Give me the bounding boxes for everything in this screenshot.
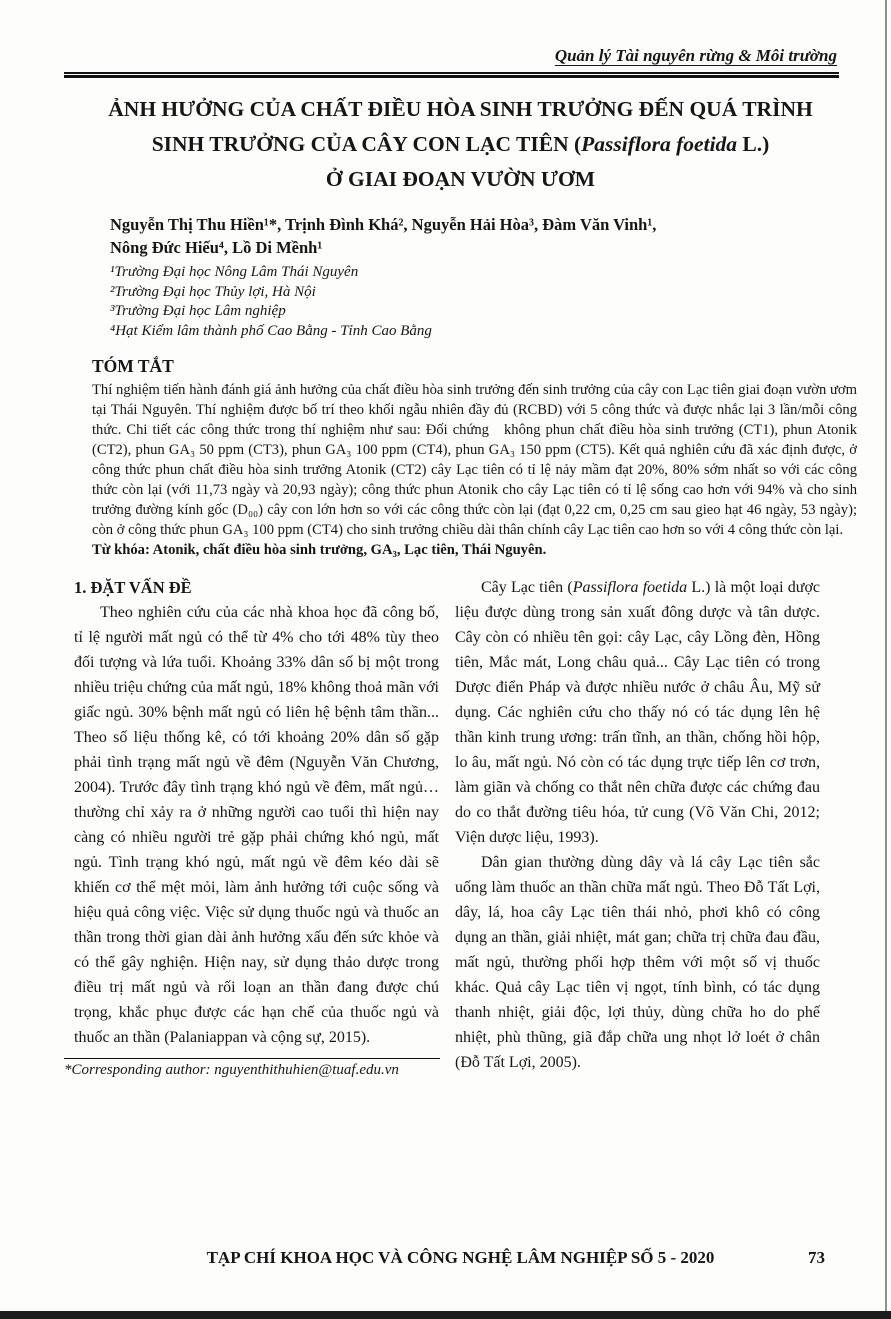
- abstract-heading: TÓM TẮT: [92, 356, 174, 376]
- abstract-section: [92, 356, 857, 560]
- authors: [110, 213, 857, 259]
- title-line-2-pre: SINH TRƯỞNG CỦA CÂY CON LẠC TIÊN (: [151, 132, 582, 156]
- affiliation-1: ¹Trường Đại học Nông Lâm Thái Nguyên: [110, 264, 359, 280]
- paragraph-1-pre: Cây Lạc tiên (: [481, 579, 573, 596]
- page-number: 73: [808, 1248, 825, 1267]
- affiliation-4: ⁴Hạt Kiểm lâm thành phố Cao Bằng - Tỉnh Cao Bằng: [110, 322, 432, 339]
- right-column: [455, 575, 820, 1079]
- footnote-rule: [64, 1058, 440, 1059]
- keywords-label: Từ khóa:: [92, 542, 150, 558]
- scan-bottom-bar: [0, 1311, 891, 1319]
- lac-tien-paragraph-1: [455, 575, 820, 850]
- left-column: [64, 575, 439, 1079]
- title-line-1: ẢNH HƯỞNG CỦA CHẤT ĐIỀU HÒA SINH TRƯỞNG ĐẾN QUÁ TRÌNH: [108, 97, 813, 121]
- keywords-line: [92, 540, 857, 560]
- section-heading-introduction: 1. ĐẶT VẤN ĐỀ: [74, 578, 192, 597]
- abstract-body: Thí nghiệm tiến hành đánh giá ảnh hưởng của chất điều hòa sinh trưởng đến sinh trưởng của cây con Lạc tiên giai đoạn vườn ươm tại Thái Nguyên. Thí nghiệm được bố trí theo khối ngẫu nhiên đầy đủ (RCBD) với 5 công thức và được nhắc lại 3 lần/mỗi công thức. Chi tiết các công thức trong thí nghiệm như sau: Đối chứng không phun chất điều hòa sinh trưởng (CT1), phun Atonik (CT2), phun GA₃ 50 ppm (CT3), phun GA₃ 100 ppm (CT4), phun GA₃ 150 ppm (CT5). Kết quả nghiên cứu đã xác định được, ở công thức phun chất điều hòa sinh trưởng Atonik (CT2) cây Lạc tiên có tỉ lệ nảy mầm đạt 20%, 80% sớm nhất so với các công thức còn lại (với 11,73 ngày và 20,93 ngày); công thức phun Atonik cho cây Lạc tiên có tỉ lệ sống cao hơn với 94% và cho sinh trưởng đường kính gốc (D₀₀) cây con lớn hơn so với các công thức còn lại (đạt 0,22 cm, 0,25 cm sau gieo hạt 46 ngày, 53 ngày); còn ở công thức phun GA₃ 100 ppm (CT4) cho sinh trưởng chiều dài thân chính cây Lạc tiên cao hơn so với 4 công thức còn lại.: [92, 382, 857, 538]
- affiliation-3: ³Trường Đại học Lâm nghiệp: [110, 303, 286, 319]
- affiliations: [110, 263, 857, 341]
- title-line-3: Ở GIAI ĐOẠN VƯỜN ƯƠM: [325, 167, 596, 191]
- paper-title: [64, 92, 857, 197]
- scan-edge-line: [885, 0, 887, 1319]
- title-line-2-post: L.): [737, 132, 770, 156]
- affiliation-2: ²Trường Đại học Thủy lợi, Hà Nội: [110, 283, 316, 300]
- authors-line-1: Nguyễn Thị Thu Hiền¹*, Trịnh Đình Khá², Nguyễn Hải Hòa³, Đàm Văn Vinh¹,: [110, 215, 657, 234]
- page-footer: [64, 1248, 857, 1268]
- title-species-name: Passiflora foetida: [581, 132, 738, 156]
- two-column-body: [64, 575, 821, 1079]
- paragraph-1-post: L.) là một loại dược liệu được dùng trong sản xuất đông dược và tân dược. Cây còn có nhiều tên gọi: cây Lạc, cây Lồng đèn, Hồng tiên, Mắc mát, Long châu quả... Cây Lạc tiên có trong Dược điển Pháp và được nhiều nước ở châu Âu, Mỹ sử dụng. Các nghiên cứu cho thấy nó có tác dụng lên hệ thần kinh trung ương: trấn tĩnh, an thần, chống hồi hộp, lo âu, mất ngủ. Nó còn có tác dụng trực tiếp lên cơ trơn, làm giãn và chống co thắt nên chữa được các chứng đau do co thắt đường tiêu hóa, tử cung (Võ Văn Chi, 2012; Viện dược liệu, 1993).: [455, 579, 821, 846]
- lac-tien-paragraph-2: Dân gian thường dùng dây và lá cây Lạc tiên sắc uống làm thuốc an thần chữa mất ngủ. Theo Đỗ Tất Lợi, dây, lá, hoa cây Lạc tiên thái nhỏ, phơi khô có công dụng an thần, giải nhiệt, mát gan; chữa trị chữa đau đầu, mất ngủ, thường phối hợp thêm với một số vị thuốc khác. Quả cây Lạc tiên vị ngọt, tính bình, có tác dụng thanh nhiệt, giải độc, lợi thủy, dùng chữa ho do phế nhiệt, phù thũng, giã đắp chữa ung nhọt lở loét ở chân (Đỗ Tất Lợi, 2005).: [455, 854, 820, 1071]
- authors-line-2: Nông Đức Hiếu⁴, Lồ Di Mềnh¹: [110, 238, 323, 257]
- corresponding-author-footnote: *Corresponding author: nguyenthithuhien@tuaf.edu.vn: [64, 1062, 399, 1078]
- intro-paragraph: Theo nghiên cứu của các nhà khoa học đã công bố, tỉ lệ người mất ngủ có thể từ 4% cho tới 48% tùy theo đối tượng và lứa tuổi. Khoảng 33% dân số bị một trong nhiều triệu chứng của mất ngủ, 18% không thoả mãn với giấc ngủ. 30% bệnh mất ngủ có liên hệ bệnh tâm thần... Theo số liệu thống kê, có tới khoảng 20% dân số gặp phải tình trạng mất ngủ về đêm (Nguyễn Văn Chương, 2004). Trước đây tình trạng khó ngủ về đêm, mất ngủ… thường chỉ xảy ra ở những người cao tuổi thì hiện nay càng có nhiều người trẻ gặp phải chứng khó ngủ, mất ngủ. Tình trạng khó ngủ, mất ngủ về đêm kéo dài sẽ khiến cơ thể mệt mỏi, làm ảnh hưởng tới cuộc sống và hiệu quả công việc. Việc sử dụng thuốc ngủ và thuốc an thần trong thời gian dài ảnh hưởng xấu đến sức khỏe và có thể gây nghiện. Hiện nay, sử dụng thảo dược trong điều trị mất ngủ và rối loạn an thần đang được chú trọng, khắc phục được các hạn chế của thuốc ngủ và thuốc an thần (Palaniappan và cộng sự, 2015).: [74, 604, 439, 1046]
- journal-section-header: Quản lý Tài nguyên rừng & Môi trường: [554, 46, 837, 65]
- journal-footer-line: TẠP CHÍ KHOA HỌC VÀ CÔNG NGHỆ LÂM NGHIỆP SỐ 5 - 2020: [206, 1248, 715, 1267]
- keywords-text: Atonik, chất điều hòa sinh trưởng, GA₃, Lạc tiên, Thái Nguyên.: [149, 542, 547, 558]
- header-rule: [64, 72, 839, 78]
- species-name-italic: Passiflora foetida: [572, 579, 688, 596]
